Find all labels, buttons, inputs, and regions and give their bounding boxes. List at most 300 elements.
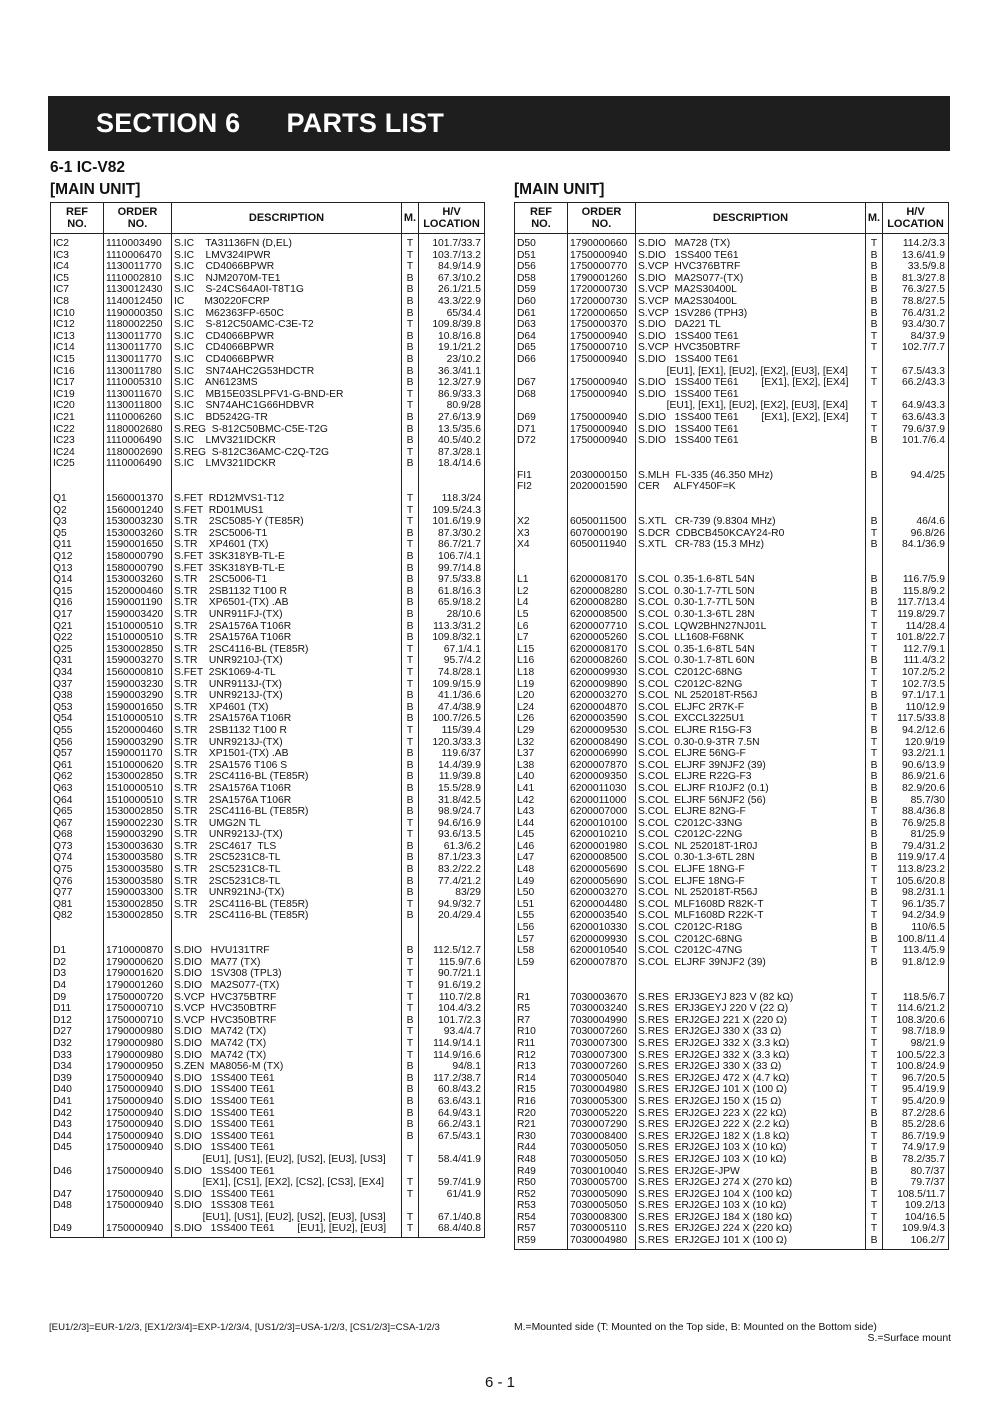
description-cell: S.IC LMV321IDCKR xyxy=(172,458,402,470)
mounted-side-cell: B xyxy=(402,354,419,366)
location-cell: 78.8/27.5 xyxy=(883,296,949,308)
ref-no-cell: R15 xyxy=(515,1084,568,1096)
order-no-cell: 1720000730 xyxy=(568,296,636,308)
ref-no-cell: R30 xyxy=(515,1131,568,1143)
order-no-cell: 6200004480 xyxy=(568,899,636,911)
description-cell: S.RES ERJ2GEJ 332 X (3.3 kΩ) xyxy=(636,1050,866,1062)
location-cell: 111.4/3.2 xyxy=(883,655,949,667)
mounted-side-cell: B xyxy=(402,331,419,343)
mounted-side-cell: T xyxy=(866,1189,883,1201)
order-no-cell: 7030005220 xyxy=(568,1108,636,1120)
ref-no-cell: R54 xyxy=(515,1212,568,1224)
description-cell: S.TR 2SC5231C8-TL xyxy=(172,852,402,864)
mounted-side-cell: B xyxy=(866,296,883,308)
ref-no-cell: Q53 xyxy=(51,702,104,714)
mounted-side-cell: T xyxy=(402,389,419,401)
header-order-no: ORDER NO. xyxy=(568,203,636,234)
ref-no-cell: R7 xyxy=(515,1015,568,1027)
table-row xyxy=(51,690,485,702)
description-cell: S.COL NL 252018T-R56J xyxy=(636,690,866,702)
order-no-cell: 1110006490 xyxy=(104,435,172,447)
location-cell xyxy=(419,481,485,493)
order-no-cell: 6200008500 xyxy=(568,852,636,864)
location-cell: 101.8/22.7 xyxy=(883,632,949,644)
table-row xyxy=(51,563,485,575)
description-cell: S.TR 2SB1132 T100 R xyxy=(172,586,402,598)
order-no-cell: 1110006260 xyxy=(104,412,172,424)
mounted-side-cell: B xyxy=(402,887,419,899)
right-parts-table xyxy=(514,202,949,1250)
description-cell: [EX1], [CS1], [EX2], [CS2], [CS3], [EX4] xyxy=(172,1177,402,1189)
ref-no-cell: D59 xyxy=(515,284,568,296)
description-cell: S.TR 2SC5006-T1 xyxy=(172,574,402,586)
mounted-side-cell: B xyxy=(402,296,419,308)
mounted-side-cell: B xyxy=(866,852,883,864)
mounted-side-cell: T xyxy=(866,864,883,876)
order-no-cell: 1590003420 xyxy=(104,609,172,621)
ref-no-cell: R20 xyxy=(515,1108,568,1120)
description-cell: S.DIO 1SS400 TE61 xyxy=(172,1073,402,1085)
surface-mount-note: S.=Surface mount xyxy=(867,1333,951,1344)
table-row xyxy=(51,632,485,644)
order-no-cell: 1180002250 xyxy=(104,319,172,331)
mounted-side-cell: B xyxy=(402,586,419,598)
description-cell: S.COL ELJFE 18NG-F xyxy=(636,876,866,888)
ref-no-cell: D34 xyxy=(51,1061,104,1073)
mounted-side-cell: B xyxy=(402,690,419,702)
description-cell: S.REG S-812C50BMC-C5E-T2G xyxy=(172,424,402,436)
mounted-side-cell: B xyxy=(866,1154,883,1166)
table-row xyxy=(515,366,949,378)
mounted-side-cell: T xyxy=(866,377,883,389)
table-row xyxy=(51,331,485,343)
order-no-cell: 1590003290 xyxy=(104,829,172,841)
table-row xyxy=(51,435,485,447)
order-no-cell xyxy=(104,922,172,934)
location-cell xyxy=(419,922,485,934)
ref-no-cell: Q31 xyxy=(51,655,104,667)
ref-no-cell: L20 xyxy=(515,690,568,702)
order-no-cell xyxy=(568,505,636,517)
mounted-side-cell: B xyxy=(402,412,419,424)
description-cell: S.TR XP4601 (TX) xyxy=(172,539,402,551)
mounted-side-cell: B xyxy=(402,1119,419,1131)
description-cell: S.COL 0.30-1.7-8TL 60N xyxy=(636,655,866,667)
description-cell: S.IC BD5242G-TR xyxy=(172,412,402,424)
ref-no-cell: D42 xyxy=(51,1108,104,1120)
description-cell: S.COL ELJRE R15G-F3 xyxy=(636,725,866,737)
table-row xyxy=(51,586,485,598)
description-cell: S.IC LMV321IDCKR xyxy=(172,435,402,447)
table-row xyxy=(51,308,485,320)
mounted-side-cell: T xyxy=(402,516,419,528)
table-row xyxy=(515,354,949,366)
table-row xyxy=(515,551,949,563)
table-row xyxy=(51,968,485,980)
description-cell: S.TR UNR9213J-(TX) xyxy=(172,737,402,749)
ref-no-cell: L5 xyxy=(515,609,568,621)
location-cell: 66.2/43.3 xyxy=(883,377,949,389)
order-no-cell: 1110003490 xyxy=(104,234,172,250)
order-no-cell: 7030007300 xyxy=(568,1038,636,1050)
ref-no-cell: Q57 xyxy=(51,748,104,760)
order-no-cell: 1130011770 xyxy=(104,261,172,273)
order-no-cell: 6200006990 xyxy=(568,748,636,760)
table-row xyxy=(515,1108,949,1120)
table-row xyxy=(515,234,949,250)
table-row xyxy=(515,934,949,946)
order-no-cell xyxy=(568,968,636,980)
mounted-side-cell: T xyxy=(402,992,419,1004)
order-no-cell: 1750000940 xyxy=(568,435,636,447)
mounted-side-cell xyxy=(402,1200,419,1212)
ref-no-cell: D51 xyxy=(515,250,568,262)
description-cell: S.RES ERJ2GEJ 224 X (220 kΩ) xyxy=(636,1223,866,1235)
order-no-cell: 6200003270 xyxy=(568,887,636,899)
location-cell: 84.1/36.9 xyxy=(883,539,949,551)
ref-no-cell: IC17 xyxy=(51,377,104,389)
order-no-cell: 1590003300 xyxy=(104,887,172,899)
description-cell: S.DIO 1SS400 TE61 xyxy=(636,435,866,447)
table-row xyxy=(51,934,485,946)
table-row xyxy=(51,852,485,864)
ref-no-cell: L29 xyxy=(515,725,568,737)
ref-no-cell: Q13 xyxy=(51,563,104,575)
location-cell: 109.2/13 xyxy=(883,1200,949,1212)
location-cell: 93.4/30.7 xyxy=(883,319,949,331)
location-cell: 28/10.6 xyxy=(419,609,485,621)
location-cell: 23/10.2 xyxy=(419,354,485,366)
order-no-cell: 1750000940 xyxy=(568,424,636,436)
description-cell: S.DIO MA742 (TX) xyxy=(172,1026,402,1038)
mounted-side-cell: T xyxy=(866,400,883,412)
mounted-side-cell: B xyxy=(402,760,419,772)
ref-no-cell: Q81 xyxy=(51,899,104,911)
description-cell: S.TR 2SA1576A T106R xyxy=(172,783,402,795)
location-cell xyxy=(419,1200,485,1212)
order-no-cell: 6200007870 xyxy=(568,957,636,969)
order-no-cell: 1520000460 xyxy=(104,725,172,737)
location-cell: 93.2/21.1 xyxy=(883,748,949,760)
location-cell: 63.6/43.3 xyxy=(883,412,949,424)
table-row xyxy=(51,1003,485,1015)
table-row xyxy=(51,354,485,366)
description-cell: S.RES ERJ2GEJ 221 X (220 Ω) xyxy=(636,1015,866,1027)
ref-no-cell: R21 xyxy=(515,1119,568,1131)
mounted-side-cell: T xyxy=(402,980,419,992)
order-no-cell: 6200003270 xyxy=(568,690,636,702)
order-no-cell: 1790000980 xyxy=(104,1038,172,1050)
description-cell: S.DIO HVU131TRF xyxy=(172,945,402,957)
table-row xyxy=(51,910,485,922)
mounted-side-cell: B xyxy=(402,864,419,876)
location-cell: 40.5/40.2 xyxy=(419,435,485,447)
location-cell: 84.9/14.9 xyxy=(419,261,485,273)
mounted-side-cell: T xyxy=(402,1003,419,1015)
order-no-cell: 1750000720 xyxy=(104,992,172,1004)
ref-no-cell: L37 xyxy=(515,748,568,760)
right-unit-title: [MAIN UNIT] xyxy=(514,181,605,198)
location-cell: 110.7/2.8 xyxy=(419,992,485,1004)
ref-no-cell: L1 xyxy=(515,574,568,586)
ref-no-cell xyxy=(515,366,568,378)
description-cell: S.ZEN MA8056-M (TX) xyxy=(172,1061,402,1073)
order-no-cell: 1590001170 xyxy=(104,748,172,760)
order-no-cell: 1750000940 xyxy=(568,389,636,401)
description-cell: S.VCP HVC350BTRF xyxy=(172,1003,402,1015)
description-cell: S.DIO 1SS400 TE61 xyxy=(172,1142,402,1154)
mounted-side-cell xyxy=(866,980,883,992)
description-cell: S.IC CD4066BPWR xyxy=(172,354,402,366)
mounted-side-cell: B xyxy=(402,1015,419,1027)
table-row xyxy=(51,1223,485,1237)
ref-no-cell: Q65 xyxy=(51,806,104,818)
location-cell: 103.7/13.2 xyxy=(419,250,485,262)
location-cell: 88.4/36.8 xyxy=(883,806,949,818)
ref-no-cell: IC5 xyxy=(51,273,104,285)
location-cell: 113.3/31.2 xyxy=(419,621,485,633)
description-cell: S.FET 2SK1069-4-TL xyxy=(172,667,402,679)
ref-no-cell: R11 xyxy=(515,1038,568,1050)
table-row xyxy=(515,899,949,911)
ref-no-cell: D12 xyxy=(51,1015,104,1027)
ref-no-cell: Q5 xyxy=(51,528,104,540)
order-no-cell: 1750000710 xyxy=(104,1003,172,1015)
mounted-side-cell: B xyxy=(402,458,419,470)
mounted-side-cell: T xyxy=(402,1177,419,1189)
ref-no-cell: L45 xyxy=(515,829,568,841)
mounted-side-cell: B xyxy=(866,273,883,285)
order-no-cell: 1110006470 xyxy=(104,250,172,262)
ref-no-cell: Q63 xyxy=(51,783,104,795)
description-cell: S.DIO 1SS400 TE61 xyxy=(636,331,866,343)
description-cell: S.COL C2012C-68NG xyxy=(636,934,866,946)
location-cell: 95.4/20.9 xyxy=(883,1096,949,1108)
ref-no-cell: L43 xyxy=(515,806,568,818)
location-cell: 116.7/5.9 xyxy=(883,574,949,586)
order-no-cell: 7030007300 xyxy=(568,1050,636,1062)
mounted-side-cell: B xyxy=(866,841,883,853)
order-no-cell xyxy=(568,980,636,992)
order-no-cell: 1530002850 xyxy=(104,806,172,818)
mounted-side-cell: B xyxy=(866,690,883,702)
table-row xyxy=(515,493,949,505)
ref-no-cell xyxy=(51,1212,104,1224)
description-cell: S.COL EXCCL3225U1 xyxy=(636,713,866,725)
location-cell: 13.6/41.9 xyxy=(883,250,949,262)
table-row xyxy=(515,667,949,679)
mounted-side-cell: T xyxy=(866,806,883,818)
order-no-cell: 6200011030 xyxy=(568,783,636,795)
mounted-side-cell: T xyxy=(866,1061,883,1073)
table-row xyxy=(51,273,485,285)
location-cell xyxy=(883,980,949,992)
table-row xyxy=(51,957,485,969)
mounted-side-cell: T xyxy=(402,667,419,679)
location-cell: 90.7/21.1 xyxy=(419,968,485,980)
ref-no-cell: Q11 xyxy=(51,539,104,551)
order-no-cell: 1750000940 xyxy=(104,1223,172,1237)
location-cell: 97.1/17.1 xyxy=(883,690,949,702)
left-unit-title: [MAIN UNIT] xyxy=(50,181,141,198)
table-row xyxy=(51,574,485,586)
ref-no-cell: Q54 xyxy=(51,713,104,725)
order-no-cell xyxy=(568,400,636,412)
table-row xyxy=(51,1177,485,1189)
table-row xyxy=(515,470,949,482)
order-no-cell: 7030004990 xyxy=(568,1015,636,1027)
location-cell: 61.8/16.3 xyxy=(419,586,485,598)
mounted-side-cell xyxy=(866,563,883,575)
location-cell: 26.1/21.5 xyxy=(419,284,485,296)
mounted-side-cell: T xyxy=(866,609,883,621)
header-location: H/V LOCATION xyxy=(883,203,949,234)
ref-no-cell xyxy=(515,505,568,517)
mounted-side-cell: B xyxy=(866,586,883,598)
ref-no-cell: IC16 xyxy=(51,366,104,378)
location-cell: 64.9/43.1 xyxy=(419,1108,485,1120)
location-cell: 117.7/13.4 xyxy=(883,597,949,609)
location-cell: 98.9/24.7 xyxy=(419,806,485,818)
order-no-cell: 1510000510 xyxy=(104,713,172,725)
ref-no-cell: D45 xyxy=(51,1142,104,1154)
table-row xyxy=(51,655,485,667)
mounted-side-cell: B xyxy=(866,261,883,273)
table-row xyxy=(515,795,949,807)
section-banner xyxy=(48,96,950,151)
mounted-side-cell: B xyxy=(402,1073,419,1085)
mounted-side-cell: B xyxy=(866,574,883,586)
order-no-cell: 1720000650 xyxy=(568,308,636,320)
location-cell: 59.7/41.9 xyxy=(419,1177,485,1189)
ref-no-cell: IC7 xyxy=(51,284,104,296)
table-row xyxy=(51,771,485,783)
description-cell: S.TR 2SC4116-BL (TE85R) xyxy=(172,771,402,783)
location-cell: 101.7/33.7 xyxy=(419,234,485,250)
order-no-cell: 1130011800 xyxy=(104,400,172,412)
mounting-legend-note xyxy=(514,1322,951,1344)
table-row xyxy=(51,737,485,749)
location-cell: 101.7/6.4 xyxy=(883,435,949,447)
table-row xyxy=(51,644,485,656)
location-cell: 97.5/33.8 xyxy=(419,574,485,586)
ref-no-cell: R59 xyxy=(515,1235,568,1249)
table-row xyxy=(515,655,949,667)
table-row xyxy=(51,505,485,517)
mounted-side-cell: B xyxy=(402,795,419,807)
order-no-cell: 7030005110 xyxy=(568,1223,636,1235)
description-cell: S.TR UMG2N TL xyxy=(172,818,402,830)
mounted-side-cell: B xyxy=(866,319,883,331)
location-cell: 112.5/12.7 xyxy=(419,945,485,957)
location-cell: 79.7/37 xyxy=(883,1177,949,1189)
ref-no-cell xyxy=(515,980,568,992)
location-cell: 80.9/28 xyxy=(419,400,485,412)
ref-no-cell: L26 xyxy=(515,713,568,725)
location-cell: 99.7/14.8 xyxy=(419,563,485,575)
location-cell: 95.7/4.2 xyxy=(419,655,485,667)
table-row xyxy=(515,968,949,980)
ref-no-cell: Q74 xyxy=(51,852,104,864)
description-cell: S.FET RD01MUS1 xyxy=(172,505,402,517)
mounted-side-cell: B xyxy=(402,621,419,633)
header-description: DESCRIPTION xyxy=(636,203,866,234)
table-header-row xyxy=(51,203,485,234)
mounted-side-cell: B xyxy=(866,1108,883,1120)
page-number: 6 - 1 xyxy=(484,1374,515,1391)
location-cell: 20.4/29.4 xyxy=(419,910,485,922)
mounted-side-cell: B xyxy=(866,1166,883,1178)
mounted-side-cell xyxy=(402,1142,419,1154)
description-cell: S.COL ELJRF 39NJF2 (39) xyxy=(636,760,866,772)
mounted-side-cell: B xyxy=(866,795,883,807)
table-row xyxy=(515,574,949,586)
ref-no-cell: D2 xyxy=(51,957,104,969)
mounted-side-cell xyxy=(866,505,883,517)
header-order-no: ORDER NO. xyxy=(104,203,172,234)
description-cell: S.IC CD4066BPWR xyxy=(172,261,402,273)
table-row xyxy=(515,284,949,296)
location-cell: 86.9/21.6 xyxy=(883,771,949,783)
ref-no-cell: L4 xyxy=(515,597,568,609)
ref-no-cell: IC14 xyxy=(51,342,104,354)
description-cell: S.COL ELJRE 56NG-F xyxy=(636,748,866,760)
ref-no-cell: IC19 xyxy=(51,389,104,401)
ref-no-cell: Q55 xyxy=(51,725,104,737)
table-row xyxy=(515,945,949,957)
description-cell: S.DIO 1SS400 TE61 xyxy=(172,1119,402,1131)
order-no-cell: 6200009930 xyxy=(568,667,636,679)
order-no-cell: 1750000940 xyxy=(104,1073,172,1085)
description-cell: S.DIO 1SV308 (TPL3) xyxy=(172,968,402,980)
location-cell xyxy=(883,447,949,459)
description-cell: S.IC SN74AHC2G53HDCTR xyxy=(172,366,402,378)
table-row xyxy=(51,713,485,725)
mounted-side-cell: B xyxy=(866,655,883,667)
table-row xyxy=(51,389,485,401)
table-row xyxy=(515,412,949,424)
mounted-side-cell: B xyxy=(402,424,419,436)
mounted-side-cell xyxy=(402,481,419,493)
table-row xyxy=(515,992,949,1004)
location-cell: 60.8/43.2 xyxy=(419,1084,485,1096)
location-cell: 119.8/29.7 xyxy=(883,609,949,621)
description-cell: S.FET 3SK318YB-TL-E xyxy=(172,551,402,563)
order-no-cell xyxy=(104,470,172,482)
table-row xyxy=(51,818,485,830)
description-cell: S.COL 0.35-1.6-8TL 54N xyxy=(636,574,866,586)
location-cell: 86.9/33.3 xyxy=(419,389,485,401)
description-cell xyxy=(636,968,866,980)
description-cell: S.RES ERJ2GEJ 150 X (15 Ω) xyxy=(636,1096,866,1108)
table-row xyxy=(51,261,485,273)
order-no-cell: 6200008280 xyxy=(568,597,636,609)
ref-no-cell: L18 xyxy=(515,667,568,679)
ref-no-cell: D43 xyxy=(51,1119,104,1131)
table-row xyxy=(515,818,949,830)
location-cell: 76.4/31.2 xyxy=(883,308,949,320)
description-cell: S.IC MB15E03SLPFV1-G-BND-ER xyxy=(172,389,402,401)
ref-no-cell: R10 xyxy=(515,1026,568,1038)
description-cell: S.RES ERJ2GEJ 101 X (100 Ω) xyxy=(636,1084,866,1096)
ref-no-cell: D69 xyxy=(515,412,568,424)
table-row xyxy=(515,771,949,783)
location-cell: 119.6/37 xyxy=(419,748,485,760)
ref-no-cell: D72 xyxy=(515,435,568,447)
ref-no-cell: D39 xyxy=(51,1073,104,1085)
ref-no-cell xyxy=(51,470,104,482)
location-cell: 106.2/7 xyxy=(883,1235,949,1249)
